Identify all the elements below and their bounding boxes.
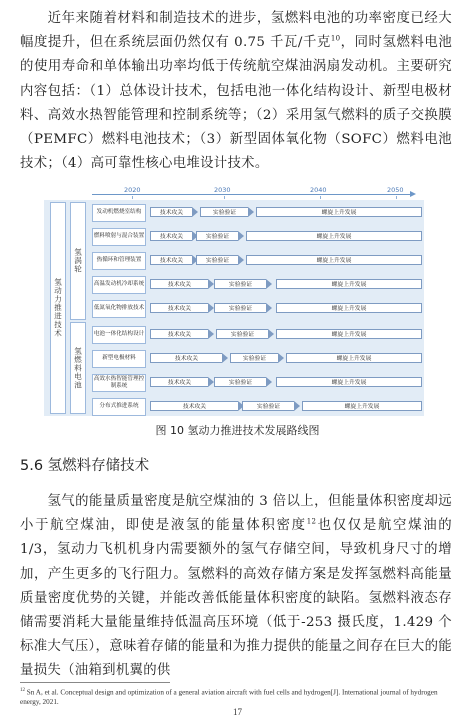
stage-tech-research: 技术攻关 [150,279,208,289]
paragraph-text: 近年来随着材料和制造技术的进步，氢燃料电池的功率密度已经大幅度提升，但在系统层面仍然仅有 0.75 千瓦/千克 [20,11,452,51]
stage-tech-research: 技术攻关 [150,377,208,387]
year-label: 2040 [310,186,327,194]
stage-spiral-development: 螺旋上升发展 [246,231,422,241]
timeline-arrow-icon [410,191,416,197]
stage-tech-research: 技术攻关 [150,231,192,241]
paragraph-text: 氢气的能量质量密度是航空煤油的 3 倍以上，但能量体积密度却远小于航空煤油，即使是液氢的能量体积密度 [20,494,452,534]
year-label: 2050 [387,186,404,194]
stage-spiral-development: 螺旋上升发展 [276,329,422,339]
footnote-text: Sn A, et al. Conceptual design and optimization of a general aviation aircraft with fuel cells and hydrogen[J]. International journal of hydrogen energy, 2021. [20,688,438,707]
roadmap-item: 高温发动机冷却系统 [92,276,146,294]
roadmap-item: 分布式推进系统 [92,398,146,416]
stage-experimental-validation: 实验验证 [196,255,238,265]
group-label-fuel-cell: 氢燃料电池 [70,322,86,414]
stage-tech-research: 技术攻关 [150,255,192,265]
footnote-marker: 12 [20,688,25,693]
section-heading: 5.6 氢燃料存储技术 [20,458,150,474]
citation-marker[interactable]: 10 [330,34,341,43]
paragraph-text: 也仅仅是航空煤油的 1/3，氢动力飞机机身内需要额外的氢气存储空间，导致机身尺寸的增加，产生更多的飞行阻力。氢燃料的高效存储方案是发挥氢燃料高能量质量密度优势的关键，并能改善低能量体积密度的缺陷。氢燃料液态存储需要消耗大量能量维持低温高压环境（低于-253 摄氏度，1.429 个标准大气压），意味着存储的能量和为推力提供的能量之间存在巨大的能量损失（油箱到机翼的供 [20,518,452,679]
paragraph-text: ，同时氢燃料电池的使用寿命和单体输出功率均低于传统航空煤油涡扇发动机。主要研究内容包括：（1）总体设计技术，包括电池一体化结构设计、新型电极材料、高效水热智能管理和控制系统等；（2）采用氢气燃料的质子交换膜（PEMFC）燃料电池技术；（3）新型固体氧化物（SOFC）燃料电池技术；（4）高可靠性核心电堆设计技术。 [20,35,453,172]
roadmap-item: 燃料喷射与混合装置 [92,228,146,246]
stage-spiral-development: 螺旋上升发展 [276,279,422,289]
stage-spiral-development: 螺旋上升发展 [286,353,422,363]
roadmap-item: 发动机燃烧室结构 [92,204,146,222]
roadmap-item: 低氮氧化物排放技术 [92,300,146,318]
stage-tech-research: 技术攻关 [150,329,208,339]
stage-spiral-development: 螺旋上升发展 [302,401,422,411]
stage-experimental-validation: 实验验证 [216,329,268,339]
timeline-axis [92,194,414,195]
group-label-hydrogen-turbine: 氢涡轮 [70,202,86,320]
roadmap-item: 高效水热智能管理控制系统 [92,374,146,392]
stage-spiral-development: 螺旋上升发展 [246,255,422,265]
roadmap-item: 热循环和管理装置 [92,252,146,270]
stage-spiral-development: 螺旋上升发展 [276,377,422,387]
stage-spiral-development: 螺旋上升发展 [276,303,422,313]
roadmap-figure [44,186,428,416]
page-number: 17 [233,707,242,717]
figure-caption: 图 10 氢动力推进技术发展路线图 [155,424,320,437]
citation-marker[interactable]: 12 [306,517,317,526]
stage-tech-research: 技术攻关 [150,207,192,217]
stage-experimental-validation: 实验验证 [200,207,248,217]
stage-experimental-validation: 实验验证 [214,279,266,289]
stage-experimental-validation: 实验验证 [242,401,294,411]
roadmap-item: 电池一体化结构设计 [92,326,146,344]
outer-category-label: 氢动力推进技术 [50,202,66,414]
stage-spiral-development: 螺旋上升发展 [256,207,422,217]
stage-tech-research: 技术攻关 [150,353,222,363]
year-label: 2030 [214,186,231,194]
stage-tech-research: 技术攻关 [150,303,208,313]
stage-experimental-validation: 实验验证 [214,303,266,313]
stage-experimental-validation: 实验验证 [230,353,278,363]
footnote-divider [20,682,170,683]
body-paragraph [20,490,452,684]
roadmap-item: 新型电极材料 [92,350,146,368]
year-label: 2020 [124,186,141,194]
stage-experimental-validation: 实验验证 [196,231,238,241]
stage-tech-research: 技术攻关 [150,401,238,411]
footnote [20,686,452,707]
stage-experimental-validation: 实验验证 [214,377,266,387]
intro-paragraph [20,7,452,176]
